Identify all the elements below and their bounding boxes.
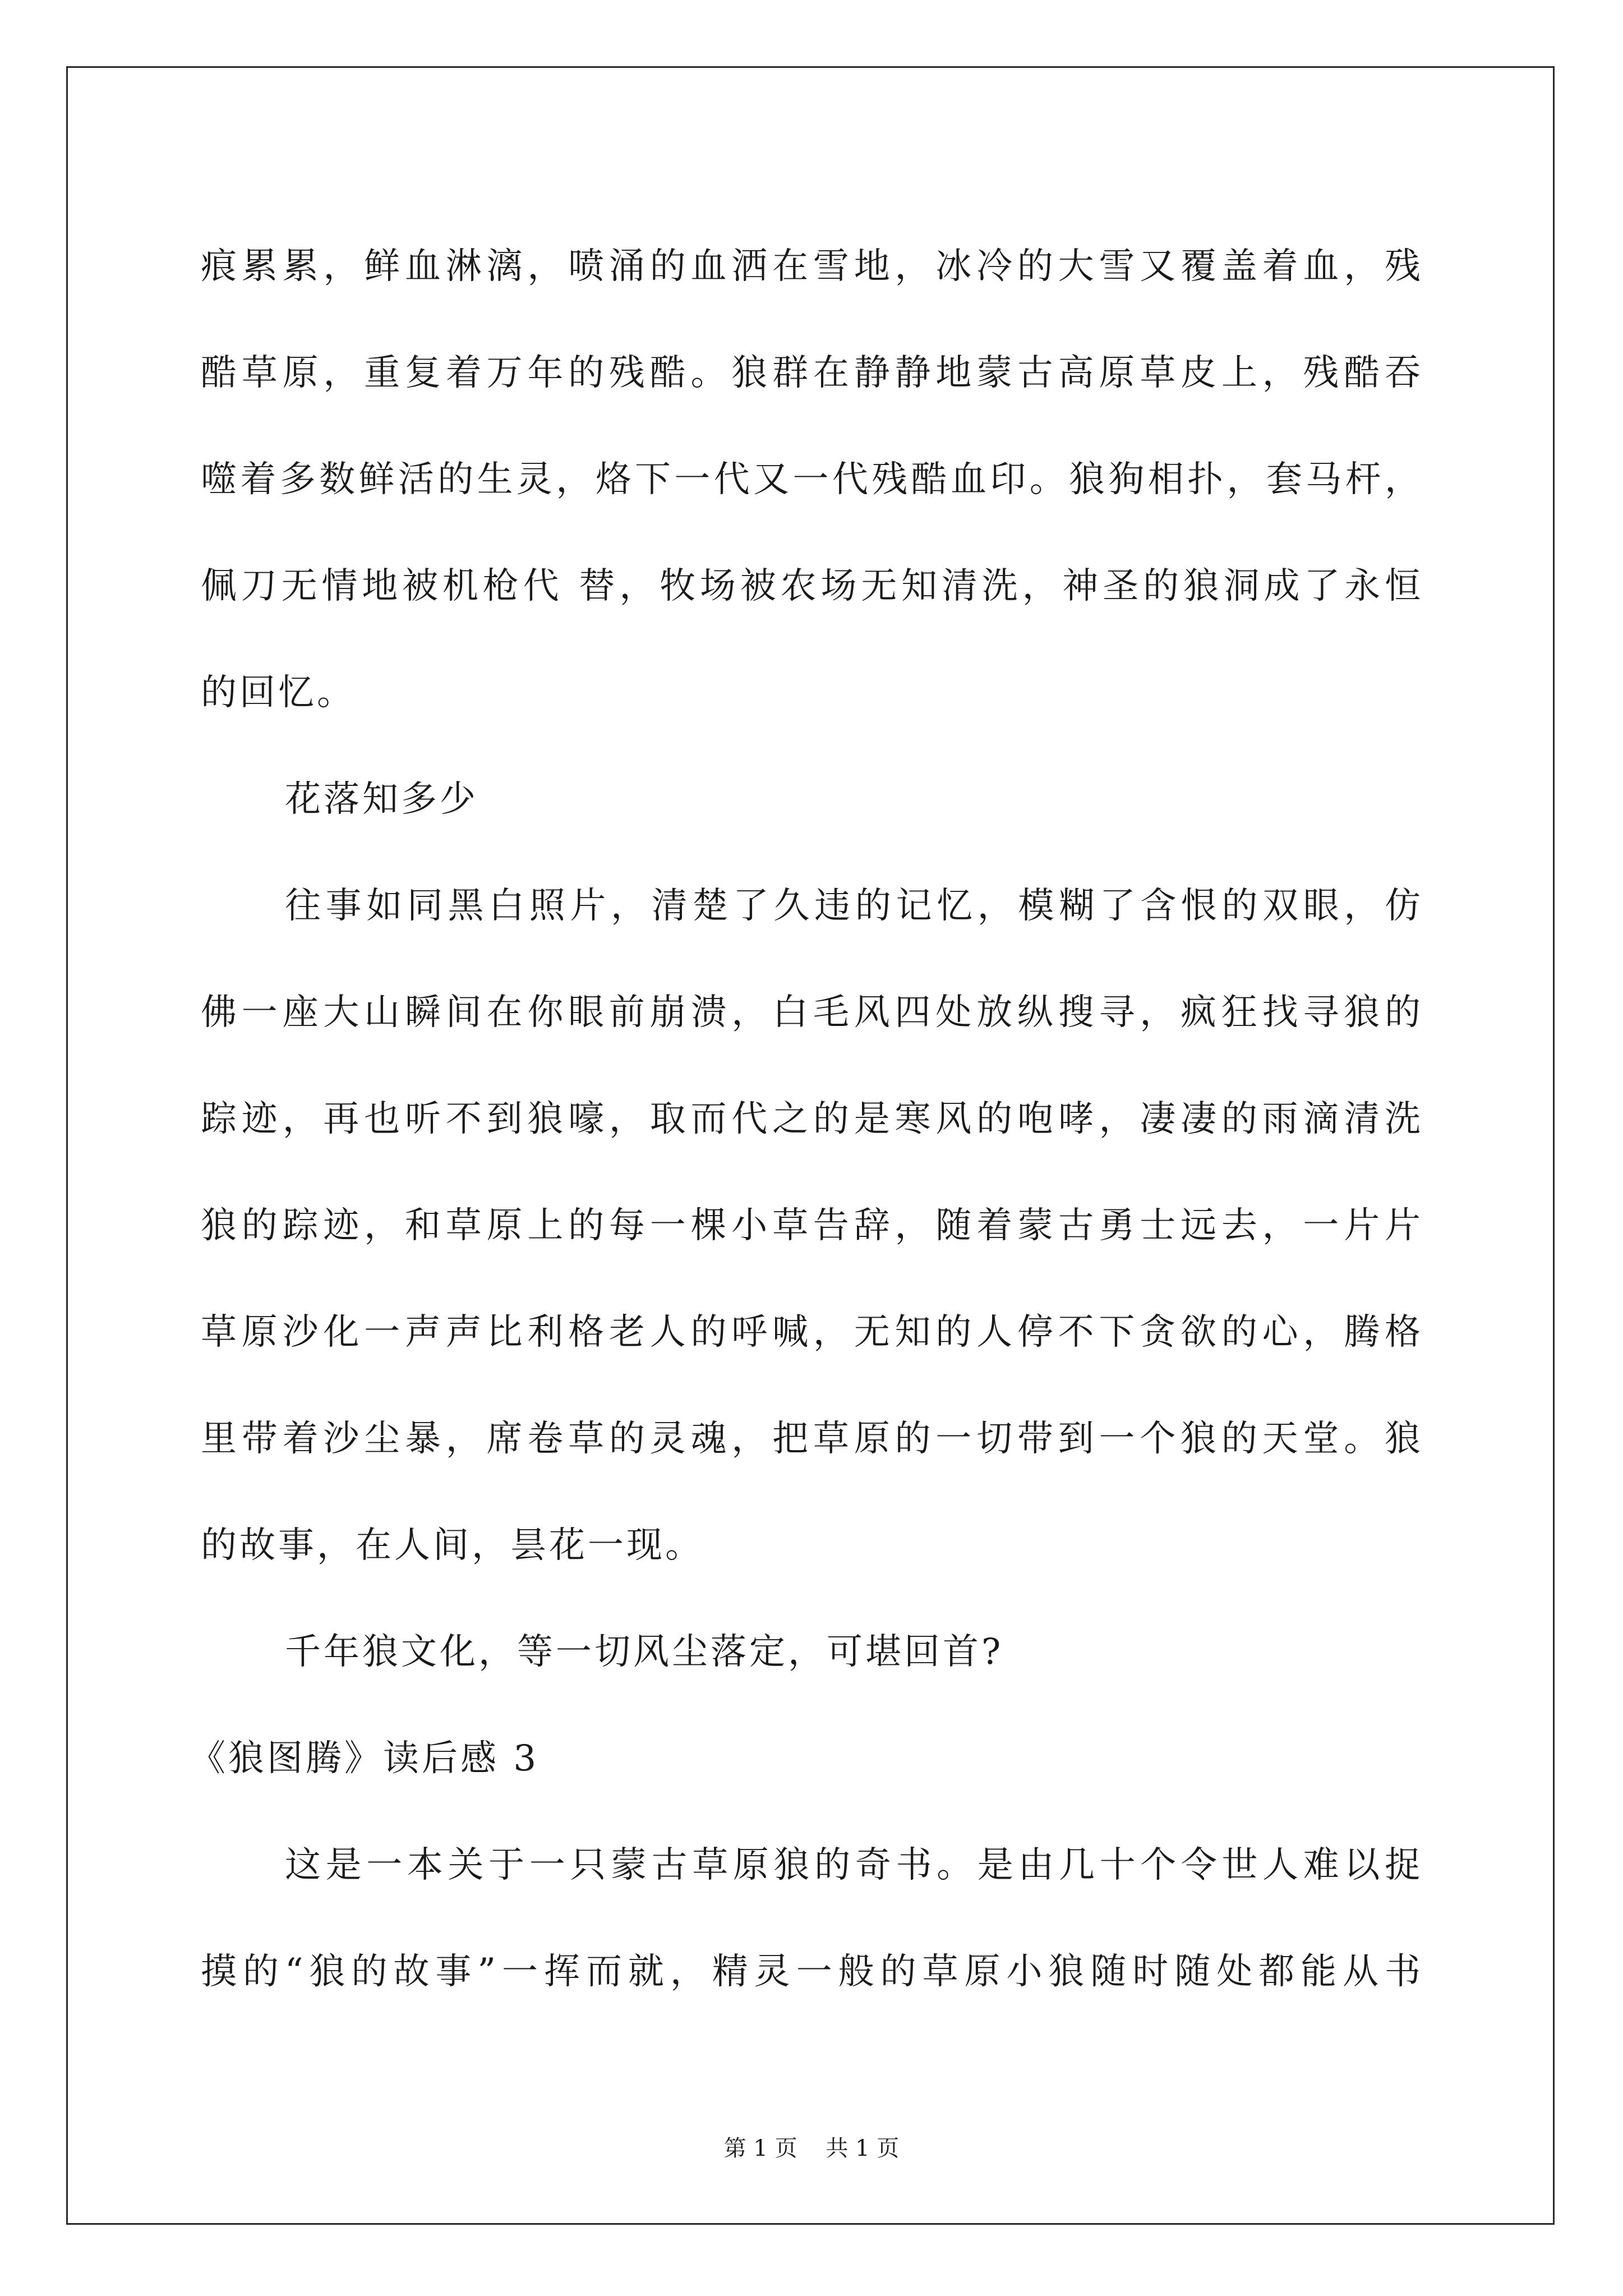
paragraph-line: 痕累累，鲜血淋漓，喷涌的血洒在雪地，冰冷的大雪又覆盖着血，残	[201, 246, 1423, 287]
paragraph-line: 狼的踪迹，和草原上的每一棵小草告辞，随着蒙古勇士远去，一片片	[201, 1205, 1423, 1246]
paragraph-line: 佩刀无情地被机枪代 替，牧场被农场无知清洗，神圣的狼洞成了永恒	[201, 565, 1423, 607]
page-number: 第 1 页 共 1 页	[723, 2136, 900, 2161]
section-heading: 《狼图腾》读后感 3	[190, 1738, 540, 1779]
paragraph-line: 摸的“狼的故事”一挥而就，精灵一般的草原小狼随时随处都能从书	[201, 1951, 1423, 1993]
paragraph-line: 里带着沙尘暴，席卷草的灵魂，把草原的一切带到一个狼的天堂。狼	[201, 1418, 1423, 1460]
document-body	[190, 213, 1423, 2025]
paragraph-line: 酷草原，重复着万年的残酷。狼群在静静地蒙古高原草皮上，残酷吞	[201, 352, 1423, 394]
paragraph-line: 草原沙化一声声比利格老人的呼喊，无知的人停不下贪欲的心，腾格	[201, 1312, 1423, 1353]
paragraph-line: 千年狼文化，等一切风尘落定，可堪回首?	[285, 1631, 1004, 1673]
paragraph-line: 的故事，在人间，昙花一现。	[201, 1525, 704, 1566]
paragraph-line: 踪迹，再也听不到狼嚎，取而代之的是寒风的咆哮，凄凄的雨滴清洗	[201, 1098, 1423, 1140]
paragraph-line: 往事如同黑白照片，清楚了久违的记忆，模糊了含恨的双眼，仿	[285, 885, 1423, 927]
paragraph-line: 佛一座大山瞬间在你眼前崩溃，白毛风四处放纵搜寻，疯狂找寻狼的	[201, 992, 1423, 1033]
paragraph-line: 这是一本关于一只蒙古草原狼的奇书。是由几十个令世人难以捉	[285, 1844, 1423, 1886]
paragraph-line: 噬着多数鲜活的生灵，烙下一代又一代残酷血印。狼狗相扑，套马杆，	[201, 459, 1423, 500]
section-subtitle: 花落知多少	[285, 779, 478, 820]
paragraph-line: 的回忆。	[201, 672, 356, 714]
page-footer	[0, 2132, 1623, 2165]
